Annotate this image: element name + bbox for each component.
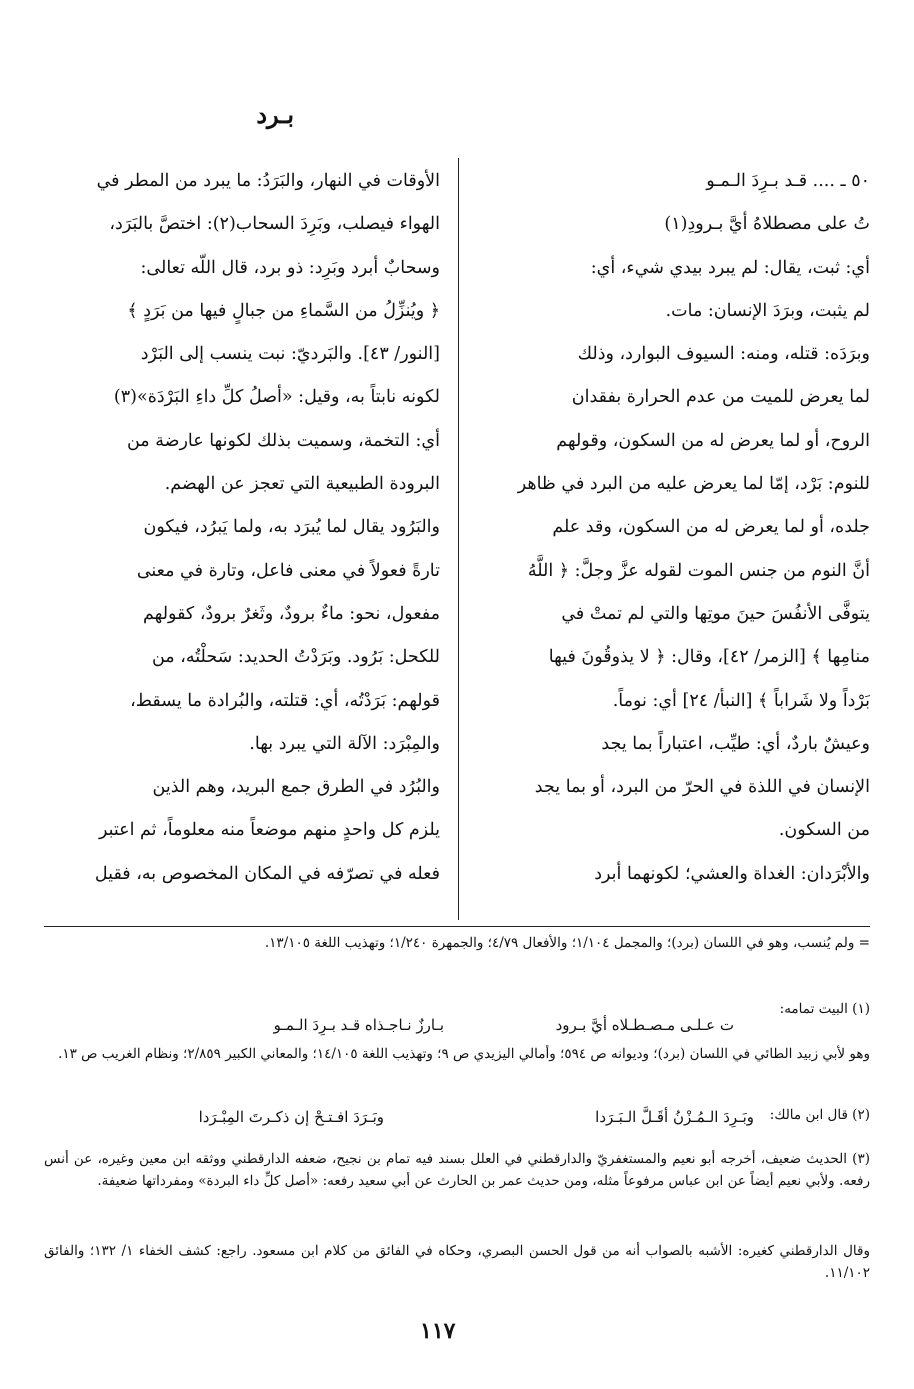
right-column-line: يتوفَّى الأنفُسَ حينَ موتِها والتي لم تمتْ في [561, 603, 870, 624]
right-column-line: للنوم: بَرْد، إمّا لما يعرض عليه من البرد في ظاهر [517, 474, 870, 495]
left-column-line: مفعول، نحو: ماءٌ برودٌ، وثَغرٌ برودٌ، كقولهم [142, 603, 440, 624]
footnote-3-body: (٣) الحديث ضعيف، أخرجه أبو نعيم والمستغفريّ والدارقطني في العلل بسند فيه تمام بن نجيح، ضعفه الدارقطني ووثقه ابن معين وغيره، عن أنس رفعه. ولأبي نعيم أيضاً عن ابن عباس مرفوعاً مثله، ومن حديث عمر بن الحارث عن أبي سعيد رفعه: «أصل كلِّ داء البردة» ومفرداتها ضعيفة. [44, 1151, 870, 1189]
footnote-3-body-continued: وقال الدارقطني كغيره: الأشبه بالصواب أنه من قول الحسن البصري، وحكاه في الفائق من كلام ابن مسعود. راجع: كشف الخفاء ١/ ١٣٢؛ والفائق ١١/١٠٢. [44, 1243, 871, 1281]
left-column-line: الهواء فيصلب، وبَرِدَ السحاب(٢): اختصَّ بالبَرَد، [109, 214, 440, 235]
right-column-line: وبرَدَه: قتله، ومنه: السيوف البوارد، وذلك [577, 344, 870, 365]
left-column-line: يلزم كل واحدٍ منهم موضعاً منه معلوماً، ثم اعتبر [98, 820, 440, 841]
footnote-1-verse-first: بـارزٌ نـاجـذاه قـد بـرِدَ الـمـو [273, 1016, 444, 1034]
footnote-1-body: وهو لأبي زبيد الطائي في اللسان (برد)؛ وديوانه ص ٥٩٤؛ وأمالي اليزيدي ص ٩؛ وتهذيب اللغة ١٤/١٠٥؛ والمعاني الكبير ٢/٨٥٩؛ ونظام الغريب ص ١٣. [58, 1046, 870, 1062]
left-column-line: البرودة الطبيعية التي تعجز عن الهضم. [164, 474, 440, 495]
footnote-2-verse-first: وبَـرَدَ افـتـحْ إن ذكـرتَ المِبْـرَدا [198, 1108, 384, 1126]
right-column-line: من السكون. [778, 820, 870, 841]
left-column-line: الأوقات في النهار، والبَرَدُ: ما يبرد من المطر في [96, 171, 440, 191]
right-column-line: جلده، أو لما يعرض له من السكون، وقد علم [552, 517, 870, 538]
footnote-2-verse-second: وبَـرِدَ الـمُـزْنُ أقَـلَّ الـبَـرَدا [595, 1108, 754, 1126]
left-column-line: قولهم: بَرَدْتُه، أي: قتلته، والبُرادة ما يسقط، [130, 690, 440, 711]
left-column-line: ﴿ ويُنزِّلُ من السَّماءِ من جبالٍ فيها من بَرَدٍ ﴾ [127, 300, 440, 321]
footnote-separator [44, 926, 870, 927]
left-column-line: فعله في تصرّفه في المكان المخصوص به، فقيل [94, 863, 440, 884]
page-number: ١١٧ [420, 1318, 456, 1344]
right-column-line: الإنسان في اللذة في الحرّ من البرد، أو بما يجد [534, 777, 870, 798]
right-column [465, 160, 870, 896]
footnote-continuation: = ولم يُنسب، وهو في اللسان (برد)؛ والمجمل ١/١٠٤؛ والأفعال ٤/٧٩؛ والجمهرة ١/٢٤٠؛ وتهذيب اللغة ١٣/١٠٥. [264, 935, 870, 951]
right-column-line: والأبْرَدان: الغداة والعشي؛ لكونهما أبرد [594, 863, 870, 884]
left-column-line: تارةً فعولاً في معنى فاعل، وتارة في معنى [136, 560, 440, 581]
right-column-line: تُ على مصطلاهُ أيَّ بـرودِ(١) [664, 214, 870, 235]
right-column-line: الروح، أو لما يعرض له من السكون، وقولهم [556, 430, 870, 451]
root-word-header: بـرد [256, 100, 294, 129]
left-column-line: [النور/ ٤٣]. والبَرديّ: نبت ينسب إلى البَرْد [140, 344, 440, 365]
left-column-line: أي: التخمة، وسميت بذلك لكونها عارضة من [126, 430, 440, 451]
column-divider [458, 158, 459, 920]
footnote-1-verse-second: ت عـلـى مـصـطـلاه أيَّ بـرود [555, 1016, 734, 1034]
left-column-line: لكونه نابتاً به، وقيل: «أصلُ كلِّ داءِ البَرْدَة»(٣) [113, 387, 440, 408]
left-column [35, 160, 440, 896]
left-column-line: والمِبْرَد: الآلة التي يبرد بها. [249, 733, 440, 754]
right-column-line: أنَّ النوم من جنس الموت لقوله عزَّ وجلَّ: ﴿ اللَّهُ [527, 560, 870, 581]
right-column-line: وعيشٌ باردٌ، أي: طيِّب، اعتباراً بما يجد [601, 733, 870, 754]
footnote-2-label: (٢) قال ابن مالك: [769, 1107, 870, 1123]
right-column-line: لم يثبت، وبرَدَ الإنسان: مات. [665, 300, 870, 321]
left-column-line: للكحل: بَرُود. وبَرَدْتُ الحديد: سَحلْتُه، من [151, 647, 440, 668]
right-column-line: لما يعرض للميت من عدم الحرارة بفقدان [571, 387, 870, 408]
right-column-line: ٥٠ ـ .... قـد بـرِدَ الـمـو [706, 171, 870, 191]
footnote-1-label: (١) البيت تمامه: [779, 1001, 870, 1017]
right-column-line: بَرْداً ولا شَراباً ﴾ [النبأ/ ٢٤] أي: نوماً. [612, 690, 870, 711]
left-column-line: والبَرُود يقال لما يُبرَد به، ولما يَبرُد، فيكون [143, 517, 440, 538]
right-column-line: منامِها ﴾ [الزمر/ ٤٢]، وقال: ﴿ لا يذوقُونَ فيها [548, 647, 870, 668]
right-column-line: أي: ثبت، يقال: لم يبرد بيدي شيء، أي: [590, 257, 870, 278]
left-column-line: وسحابٌ أبرد وبَرِد: ذو برد، قال اللّه تعالى: [140, 257, 440, 278]
left-column-line: والبُرُد في الطرق جمع البريد، وهم الذين [152, 777, 440, 798]
